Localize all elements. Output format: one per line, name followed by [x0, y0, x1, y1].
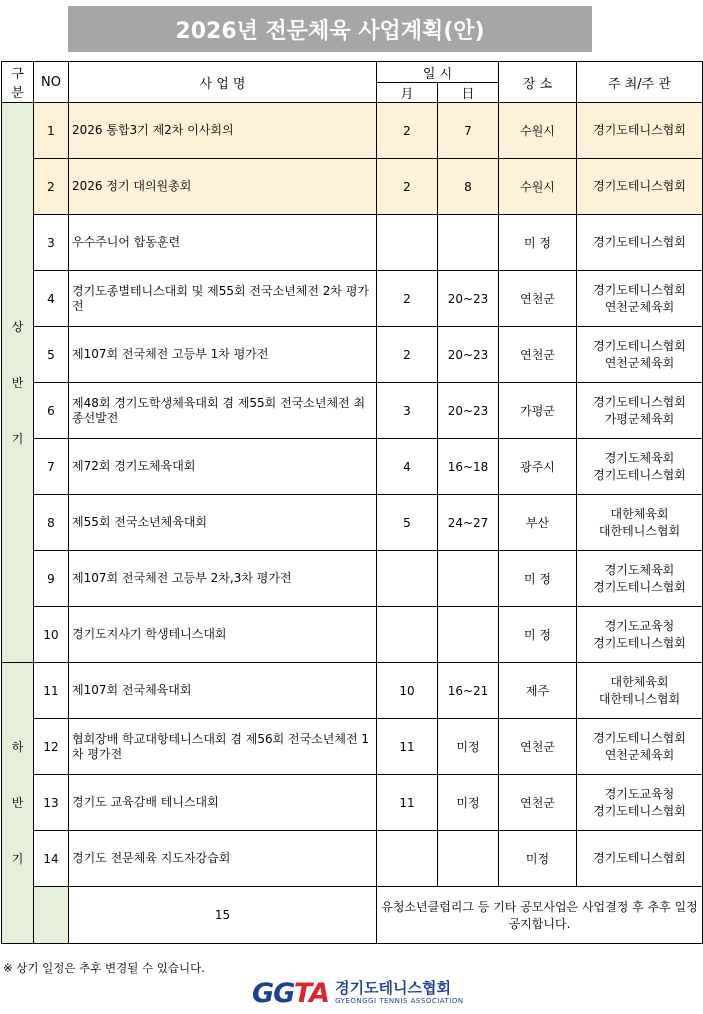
table-row: [2, 271, 703, 327]
header-month: 月: [377, 83, 438, 103]
row-place: 연천군: [499, 775, 577, 831]
row-no: 5: [34, 327, 69, 383]
row-month: 5: [377, 495, 438, 551]
header-name: 사 업 명: [69, 62, 377, 103]
section-char: 기: [11, 852, 24, 866]
host-primary: 경기도테니스협회: [593, 282, 686, 297]
host-secondary: 대한테니스협회: [598, 691, 681, 706]
row-name: 경기도 교육감배 테니스대회: [69, 775, 377, 831]
row-day: 8: [438, 159, 499, 215]
row-day: 7: [438, 103, 499, 159]
row-no: 1: [34, 103, 69, 159]
host-primary: 대한체육회: [610, 506, 669, 521]
row-no: 15: [69, 887, 377, 944]
row-name: 제107회 전국체육대회: [69, 663, 377, 719]
row-month: 3: [377, 383, 438, 439]
table-row: [2, 215, 703, 271]
row-no: 2: [34, 159, 69, 215]
host-secondary: 경기도테니스협회: [593, 467, 686, 482]
section-first-half: [2, 103, 34, 663]
row-month: 2: [377, 159, 438, 215]
business-plan-table: [1, 61, 703, 944]
row-notice: 유청소년클럽리그 등 기타 공모사업은 사업결정 후 추후 일정 공지합니다.: [377, 887, 703, 944]
row-place: 미 정: [499, 551, 577, 607]
host-primary: 경기도테니스협회: [593, 394, 686, 409]
row-month: [377, 831, 438, 887]
header-no: NO: [34, 62, 69, 103]
host-primary: 경기도체육회: [604, 450, 675, 465]
row-month: 2: [377, 103, 438, 159]
host-secondary: 경기도테니스협회: [593, 579, 686, 594]
row-month: 10: [377, 663, 438, 719]
header-place: 장 소: [499, 62, 577, 103]
header-division: 구분: [2, 62, 34, 103]
header-day: 日: [438, 83, 499, 103]
table-row: [2, 663, 703, 719]
row-day: 미정: [438, 719, 499, 775]
row-name: 경기도지사기 학생테니스대회: [69, 607, 377, 663]
page-title: 2026년 전문체육 사업계획(안): [68, 6, 592, 52]
row-name: 경기도 전문체육 지도자강습회: [69, 831, 377, 887]
host-primary: 경기도테니스협회: [593, 338, 686, 353]
table-row: [2, 383, 703, 439]
host-secondary: 경기도테니스협회: [593, 803, 686, 818]
row-no: 7: [34, 439, 69, 495]
row-month: [377, 551, 438, 607]
row-month: [377, 215, 438, 271]
row-host: [577, 103, 703, 159]
row-month: 11: [377, 775, 438, 831]
row-no: 14: [34, 831, 69, 887]
row-month: [377, 607, 438, 663]
row-no: 3: [34, 215, 69, 271]
row-place: 수원시: [499, 103, 577, 159]
row-no: 12: [34, 719, 69, 775]
row-name: 경기도종별테니스대회 및 제55회 전국소년체전 2차 평가전: [69, 271, 377, 327]
row-day: 16~21: [438, 663, 499, 719]
table-row: [2, 551, 703, 607]
table-row: [2, 495, 703, 551]
logo-english-name: GYEONGGI TENNIS ASSOCIATION: [335, 997, 464, 1005]
row-day: 미정: [438, 775, 499, 831]
row-day: 20~23: [438, 327, 499, 383]
row-place: 연천군: [499, 719, 577, 775]
host-primary: 경기도교육청: [604, 618, 675, 633]
row-name: 협회장배 학교대항테니스대회 겸 제56회 전국소년체전 1차 평가전: [69, 719, 377, 775]
table-row: [2, 103, 703, 159]
row-host: [577, 495, 703, 551]
host-primary: 대한체육회: [610, 674, 669, 689]
row-host: [577, 719, 703, 775]
host-secondary: 경기도테니스협회: [593, 635, 686, 650]
row-day: [438, 607, 499, 663]
row-no: 6: [34, 383, 69, 439]
row-name: 제48회 경기도학생체육대회 겸 제55회 전국소년체전 최종선발전: [69, 383, 377, 439]
row-name: 제72회 경기도체육대회: [69, 439, 377, 495]
host-primary: 경기도테니스협회: [593, 123, 686, 137]
row-name: 제55회 전국소년체육대회: [69, 495, 377, 551]
row-day: [438, 831, 499, 887]
host-secondary: 연천군체육회: [604, 355, 675, 370]
table-row: [2, 439, 703, 495]
row-month: 2: [377, 327, 438, 383]
table-row: [2, 159, 703, 215]
association-logo: [252, 976, 464, 1010]
section-char: 하: [11, 740, 24, 754]
section-char: 상: [11, 319, 24, 334]
ggta-logo-mark: GGTA: [252, 977, 330, 1009]
row-host: [577, 663, 703, 719]
host-primary: 경기도교육청: [604, 786, 675, 801]
host-primary: 경기도테니스협회: [593, 235, 686, 249]
host-secondary: 연천군체육회: [604, 299, 675, 314]
row-no: 11: [34, 663, 69, 719]
row-month: 11: [377, 719, 438, 775]
row-host: [577, 327, 703, 383]
row-day: 16~18: [438, 439, 499, 495]
row-host: [577, 439, 703, 495]
row-month: 2: [377, 271, 438, 327]
section-second-half: [2, 663, 34, 944]
row-name: 제107회 전국체전 고등부 1차 평가전: [69, 327, 377, 383]
row-no: 10: [34, 607, 69, 663]
row-host: [577, 551, 703, 607]
section-char: 기: [11, 431, 24, 446]
row-place: 연천군: [499, 271, 577, 327]
host-primary: 경기도테니스협회: [593, 730, 686, 745]
footnote: ※ 상기 일정은 추후 변경될 수 있습니다.: [3, 961, 205, 975]
row-host: [577, 215, 703, 271]
row-no: 9: [34, 551, 69, 607]
row-place: 미정: [499, 831, 577, 887]
row-day: [438, 215, 499, 271]
row-name: 제107회 전국체전 고등부 2차,3차 평가전: [69, 551, 377, 607]
host-primary: 경기도테니스협회: [593, 179, 686, 193]
row-place: 미 정: [499, 607, 577, 663]
row-place: 연천군: [499, 327, 577, 383]
host-primary: 경기도테니스협회: [593, 851, 686, 865]
row-day: 24~27: [438, 495, 499, 551]
row-month: 4: [377, 439, 438, 495]
table-row: [2, 327, 703, 383]
row-host: [577, 159, 703, 215]
row-name: 2026 정기 대의원총회: [69, 159, 377, 215]
section-char: 반: [11, 375, 24, 390]
table-row: [2, 719, 703, 775]
row-name: 2026 통합3기 제2차 이사회의: [69, 103, 377, 159]
table-row: [2, 775, 703, 831]
host-secondary: 대한테니스협회: [598, 523, 681, 538]
header-date: 일 시: [377, 62, 499, 83]
row-place: 광주시: [499, 439, 577, 495]
header-host: 주 최/주 관: [577, 62, 703, 103]
row-day: 20~23: [438, 383, 499, 439]
row-day: [438, 551, 499, 607]
row-place: 미 정: [499, 215, 577, 271]
row-place: 수원시: [499, 159, 577, 215]
logo-korean-name: 경기도테니스협회: [335, 979, 451, 997]
row-place: 부산: [499, 495, 577, 551]
row-host: [577, 831, 703, 887]
row-no: 8: [34, 495, 69, 551]
table-row: [2, 607, 703, 663]
row-host: [577, 271, 703, 327]
host-primary: 경기도체육회: [604, 562, 675, 577]
section-char: 반: [11, 796, 24, 810]
row-place: 제주: [499, 663, 577, 719]
row-host: [577, 775, 703, 831]
row-host: [577, 607, 703, 663]
row-name: 우수주니어 합동훈련: [69, 215, 377, 271]
host-secondary: 가평군체육회: [604, 411, 675, 426]
row-place: 가평군: [499, 383, 577, 439]
row-no: 13: [34, 775, 69, 831]
host-secondary: 연천군체육회: [604, 747, 675, 762]
table-row: [2, 831, 703, 887]
row-day: 20~23: [438, 271, 499, 327]
row-no: 4: [34, 271, 69, 327]
table-row: [2, 887, 703, 944]
section-empty: [34, 887, 69, 944]
row-host: [577, 383, 703, 439]
